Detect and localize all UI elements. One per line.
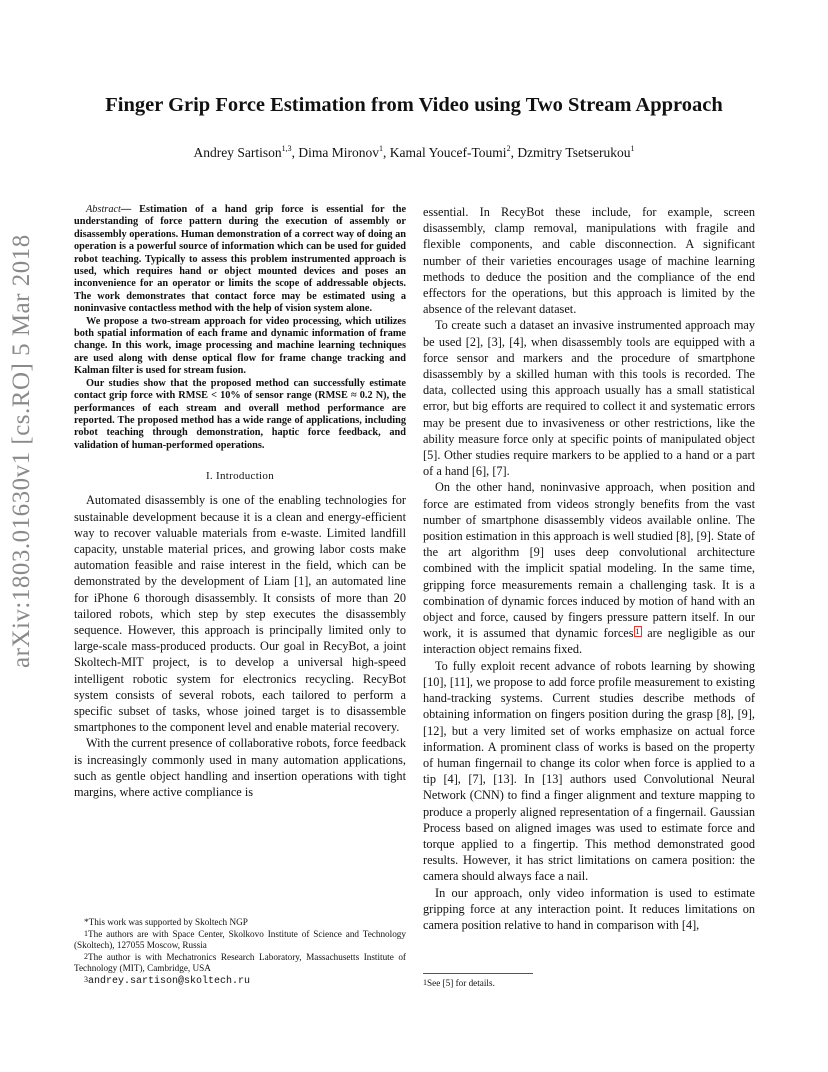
body-paragraph: essential. In RecyBot these include, for example, screen disassembly, clamp removal, manipulations with fragile and flexible components, and cable disconnection. A significant number of their varieties encourages usage of machine learning methods to deduce the position and the compliance of the end effectors for the operations, but this approach is limited by the absence of the relevant dataset. <box>423 205 755 317</box>
author-name: Dima Mironov <box>298 145 380 160</box>
body-text: are negligible as our interaction object remains fixed. <box>423 626 755 657</box>
body-paragraph: With the current presence of collaborative robots, force feedback is increasingly commonly used in many automation applications, such as gentle object handling and insertion operations with tight margins, where active compliance is <box>74 736 406 799</box>
footnote <box>423 978 495 990</box>
author-separator: , <box>510 145 518 160</box>
abstract-paragraph: We propose a two-stream approach for video processing, which utilizes both spatial information of each frame and dynamic information of frame change. In this work, image processing and machine learning techniques are used along with dense optical flow for frame change tracking and Kalman filter is used for stream fusion. <box>74 315 406 377</box>
author-name: Dzmitry Tsetserukou <box>517 145 631 160</box>
footnotes <box>74 917 406 988</box>
author-name: Kamal Youcef-Toumi <box>389 145 507 160</box>
abstract-text: Estimation of a hand grip force is essential for the understanding of force pattern during the execution of assembly or disassembly operations. Human demonstration of a correct way of doing an operation is a powerful source of information which can be used for guided robot teaching. Typically to assess this problem instrumented approach is used, which requires hand or object mounted devices and poses an inconvenience for an operator or limits the scope of addressable objects. The work demonstrates that contact force may be estimated using a noninvasive contactless method with the help of vision system alone. <box>74 204 407 315</box>
body-paragraph: To create such a dataset an invasive instrumented approach may be used [2], [3], [4], when disassembly tools are equipped with a force sensor and markers and the procedure of smartphone disassembly by a skilled human with this tools is recorded. The data, collected using this approach usually has a small statistical error, but big efforts are required to collect it and systematic errors may be present due to invasiveness or other restrictions, like the ability measure force only at specific points of manipulated object [5]. Other studies require markers to be applied to a hand or a part of a hand [6], [7]. <box>423 318 755 479</box>
body-paragraph <box>423 479 755 657</box>
footnote-mark: 2 <box>84 951 88 961</box>
body-paragraph: To fully exploit recent advance of robots learning by showing [10], [11], we propose to add force profile measurement to existing hand-tracking systems. Current studies describe methods of obtaining information on fingers position during the grasp [8], [9], [12], but a very limited set of works emphasize on actual force information. A prominent class of works is based on the property of human fingernail to change its color when force is applied to a tip [4], [7], [13]. In [13] authors used Convolutional Neural Network (CNN) to find a finger alignment and texture mapping to produce a properly aligned representation of a fingernail. Gaussian Process based on aligned images was used to estimate force and torque applied to a fingertip. This method demonstrated good results. However, it has strict limitations on camera position: the camera should always face a nail. <box>423 658 755 884</box>
abstract-dash: — <box>120 204 140 215</box>
body-paragraph: In our approach, only video information is used to estimate gripping force at any interaction point. It reduces limitations on camera position relative to hand in comparison with [4], <box>423 885 755 932</box>
footnote-mark: 1 <box>423 978 427 987</box>
footnote <box>74 929 406 952</box>
footnote-mark: 3 <box>84 974 88 984</box>
author-affiliation: 1 <box>379 144 384 153</box>
author-name: Andrey Sartison <box>193 145 282 160</box>
footnote: *This work was supported by Skoltech NGP <box>84 917 248 927</box>
introduction-body <box>74 492 406 800</box>
author-affiliation: 2 <box>506 144 511 153</box>
author-email-link[interactable]: andrey.sartison@skoltech.ru <box>88 975 251 987</box>
footnote-link[interactable]: 1 <box>635 627 640 637</box>
right-body <box>423 204 755 933</box>
section-heading: I. Introduction <box>205 470 275 483</box>
author-affiliation: 1 <box>630 144 635 153</box>
footnote-divider <box>423 973 533 974</box>
abstract <box>74 204 406 452</box>
right-column <box>423 204 755 933</box>
arxiv-identifier: arXiv:1803.01630v1 [cs.RO] 5 Mar 2018 <box>8 234 35 668</box>
author-separator: , <box>291 145 299 160</box>
left-column <box>74 204 406 800</box>
footnote-text: See [5] for details. <box>427 978 495 988</box>
body-paragraph: Automated disassembly is one of the enabling technologies for sustainable development because it is a clean and energy-efficient way to recover valuable materials from e-waste. Limited landfill capacity, unstable material prices, and growing labor costs make automation feasible and raise interest in the field, which can be demonstrated by the development of Liam [1], an automated line for iPhone 6 thorough disassembly. It consists of more than 20 tailored robots, which step by step executes the disassembly sequence. However, this approach is principally limited only to large-scale mass-produced products. Our goal in RecyBot, a joint Skoltech-MIT project, is to develop a universal high-speed intelligent robotic system for electronics recycling. RecyBot system consists of several robots, each tailored to perform a specific subset of tasks, whose joined target is to disassemble smartphones to the component level and enable material recovery. <box>74 493 406 735</box>
author-affiliation: 1,3 <box>281 144 292 153</box>
footnote-text: The author is with Mechatronics Research Laboratory, Massachusetts Institute of Technology (MIT), Cambridge, USA <box>74 951 406 974</box>
footnote-mark: 1 <box>84 928 88 938</box>
abstract-paragraph <box>74 204 406 316</box>
footnote <box>74 952 406 975</box>
footnote <box>74 975 406 988</box>
paper-title: Finger Grip Force Estimation from Video using Two Stream Approach <box>105 94 723 116</box>
abstract-label: Abstract <box>86 204 121 215</box>
footnote-text: The authors are with Space Center, Skolkovo Institute of Science and Technology (Skoltech), 127055 Moscow, Russia <box>74 928 406 951</box>
body-text: On the other hand, noninvasive approach, when position and force are estimated from videos strongly benefits from the vast number of smartphone disassembly videos available online. The position estimation in this approach is well studied [8], [9]. State of the art algorithm [9] uses deep convolutional architecture combined with the implicit spatial modeling. In the same time, gripping force measurements remain a challenging task. It is a combination of dynamic forces induced by motion of hand with an object and force, caused by fingers pressure pattern itself. In our work, it is assumed that dynamic forces <box>423 480 755 641</box>
author-list <box>0 145 828 161</box>
abstract-paragraph: Our studies show that the proposed method can successfully estimate contact grip force with RMSE < 10% of sensor range (RMSE ≈ 0.2 N), the performances of each stream and overall method performance are reported. The proposed method has a wide range of applications, including robot teaching through demonstration, haptic force feedback, and validation of human-performed operations. <box>74 377 406 451</box>
author-separator: , <box>383 145 390 160</box>
